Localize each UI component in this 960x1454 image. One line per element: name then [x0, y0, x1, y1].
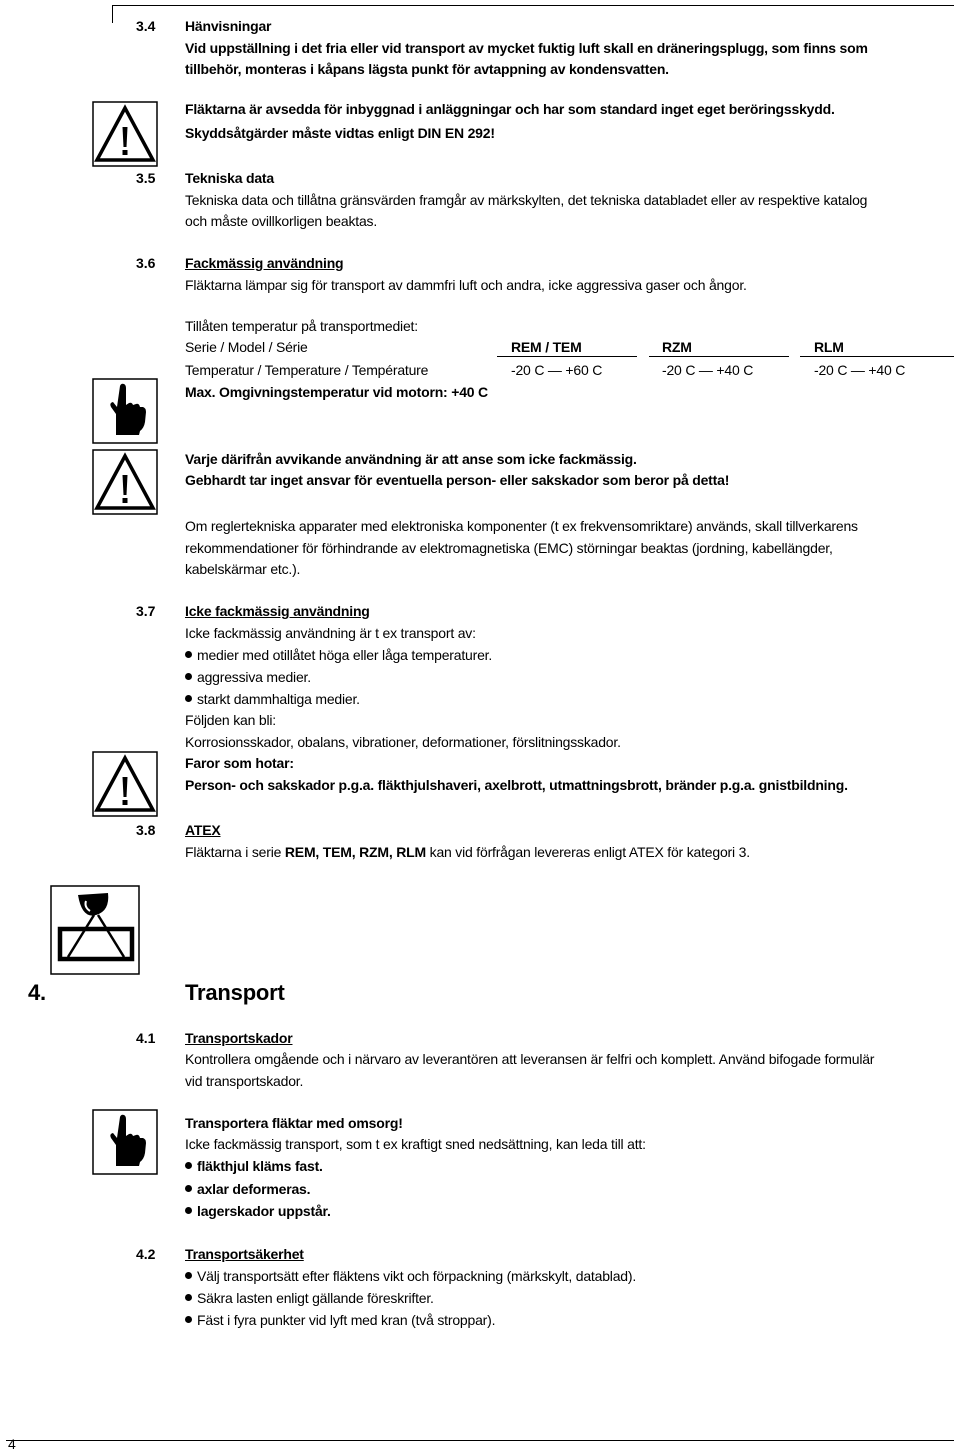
list-item: lagerskador uppstår. — [185, 1203, 331, 1219]
pointing-hand-icon — [92, 378, 158, 444]
page-frame-top — [112, 5, 954, 6]
list-item: Välj transportsätt efter fläktens vikt och förpackning (märkskylt, datablad). — [185, 1268, 636, 1284]
table-value-rem-tem: -20 C — +60 C — [511, 362, 603, 378]
section-3-6-title: Fackmässig användning — [185, 255, 344, 271]
emc-line-2: rekommendationer för förhindrande av elektromagnetiska (EMC) störningar beaktas (jordning, kabellängder, — [185, 540, 833, 556]
bullet-icon — [185, 651, 192, 658]
section-3-4-title: Hänvisningar — [185, 18, 272, 34]
section-3-8-title: ATEX — [185, 822, 221, 838]
section-4-2-number: 4.2 — [136, 1246, 156, 1262]
bullet-icon — [185, 1316, 192, 1323]
bullet-icon — [185, 673, 192, 680]
s34-warning-line-2: Skyddsåtgärder måste vidtas enligt DIN EN 292! — [185, 125, 495, 141]
pointing-hand-icon — [92, 1109, 158, 1175]
table-value-rlm: -20 C — +40 C — [814, 362, 906, 378]
temperature-table-intro: Tillåten temperatur på transportmediet: — [185, 318, 418, 334]
warning-triangle-icon — [92, 101, 158, 167]
s35-line-2: och måste ovillkorligen beaktas. — [185, 213, 378, 229]
table-divider — [649, 356, 789, 357]
s41-intro: Icke fackmässig transport, som t ex kraftigt sned nedsättning, kan leda till att: — [185, 1136, 646, 1152]
bullet-icon — [185, 695, 192, 702]
page-number: 4 — [8, 1436, 16, 1452]
list-item: Säkra lasten enligt gällande föreskrifter. — [185, 1290, 434, 1306]
warning-triangle-icon — [92, 449, 158, 515]
list-item: starkt dammhaltiga medier. — [185, 691, 360, 707]
section-3-5-number: 3.5 — [136, 170, 156, 186]
bullet-icon — [185, 1207, 192, 1214]
emc-line-1: Om reglertekniska apparater med elektroniska komponenter (t ex frekvensomriktare) används, skall tillverkarens — [185, 518, 858, 534]
list-item: Fäst i fyra punkter vid lyft med kran (två stroppar). — [185, 1312, 495, 1328]
list-item: aggressiva medier. — [185, 669, 311, 685]
warning-triangle-icon — [92, 751, 158, 817]
table-row-label: Temperatur / Temperature / Température — [185, 362, 429, 378]
table-col-rlm: RLM — [814, 339, 844, 355]
list-item: axlar deformeras. — [185, 1181, 310, 1197]
section-3-7-title: Icke fackmässig användning — [185, 603, 370, 619]
transport-careful: Transportera fläktar med omsorg! — [185, 1115, 403, 1131]
s36-line: Fläktarna lämpar sig för transport av dammfri luft och andra, icke aggressiva gaser och ångor. — [185, 277, 747, 293]
section-3-6-number: 3.6 — [136, 255, 156, 271]
s41-line-1: Kontrollera omgående och i närvaro av leverantören att leveransen är felfri och komplett. Använd bifogade formulär — [185, 1051, 875, 1067]
s34-warning-line-1: Fläktarna är avsedda för inbyggnad i anläggningar och har som standard inget eget beröringsskydd. — [185, 101, 835, 117]
table-header-label: Serie / Model / Série — [185, 339, 308, 355]
lifting-crane-icon — [50, 885, 140, 975]
table-divider — [800, 356, 954, 357]
danger-text: Person- och sakskador p.g.a. fläkthjulshaveri, axelbrott, utmattningsbrott, bränder p.g.a. gnistbildning. — [185, 777, 848, 793]
bullet-icon — [185, 1272, 192, 1279]
danger-label: Faror som hotar: — [185, 755, 294, 771]
s34-line-1: Vid uppställning i det fria eller vid transport av mycket fuktig luft skall en dräneringsplugg, som finns som — [185, 40, 868, 56]
s36-warning-line-1: Varje därifrån avvikande användning är att anse som icke fackmässig. — [185, 451, 637, 467]
consequence-text: Korrosionsskador, obalans, vibrationer, deformationer, förslitningsskador. — [185, 734, 621, 750]
section-4-1-number: 4.1 — [136, 1030, 156, 1046]
section-3-4-number: 3.4 — [136, 18, 156, 34]
emc-line-3: kabelskärmar etc.). — [185, 561, 301, 577]
table-divider — [497, 356, 637, 357]
s34-line-2: tillbehör, monteras i kåpans lägsta punkt för avtappning av kondensvatten. — [185, 61, 669, 77]
section-3-8-number: 3.8 — [136, 822, 156, 838]
bullet-icon — [185, 1162, 192, 1169]
table-col-rzm: RZM — [662, 339, 692, 355]
table-value-rzm: -20 C — +40 C — [662, 362, 754, 378]
s35-line-1: Tekniska data och tillåtna gränsvärden framgår av märkskylten, det tekniska databladet eller av respektive katalog — [185, 192, 868, 208]
bullet-icon — [185, 1185, 192, 1192]
atex-line: Fläktarna i serie REM, TEM, RZM, RLM kan vid förfrågan levereras enligt ATEX för kategori 3. — [185, 844, 750, 860]
chapter-4-title: Transport — [185, 980, 285, 1005]
s41-line-2: vid transportskador. — [185, 1073, 304, 1089]
table-col-rem-tem: REM / TEM — [511, 339, 582, 355]
section-4-1-title: Transportskador — [185, 1030, 293, 1046]
page-frame-left — [112, 5, 113, 23]
section-3-7-number: 3.7 — [136, 603, 156, 619]
s37-intro: Icke fackmässig användning är t ex transport av: — [185, 625, 476, 641]
bullet-icon — [185, 1294, 192, 1301]
s36-warning-line-2: Gebhardt tar inget ansvar för eventuella person- eller sakskador som beror på detta! — [185, 472, 730, 488]
list-item: fläkthjul kläms fast. — [185, 1158, 323, 1174]
max-ambient-temperature: Max. Omgivningstemperatur vid motorn: +40 C — [185, 384, 488, 400]
chapter-4-number: 4. — [28, 980, 46, 1005]
section-3-5-title: Tekniska data — [185, 170, 274, 186]
section-4-2-title: Transportsäkerhet — [185, 1246, 304, 1262]
list-item: medier med otillåtet höga eller låga temperaturer. — [185, 647, 492, 663]
page-frame-bottom — [6, 1440, 954, 1441]
consequence-label: Följden kan bli: — [185, 712, 276, 728]
